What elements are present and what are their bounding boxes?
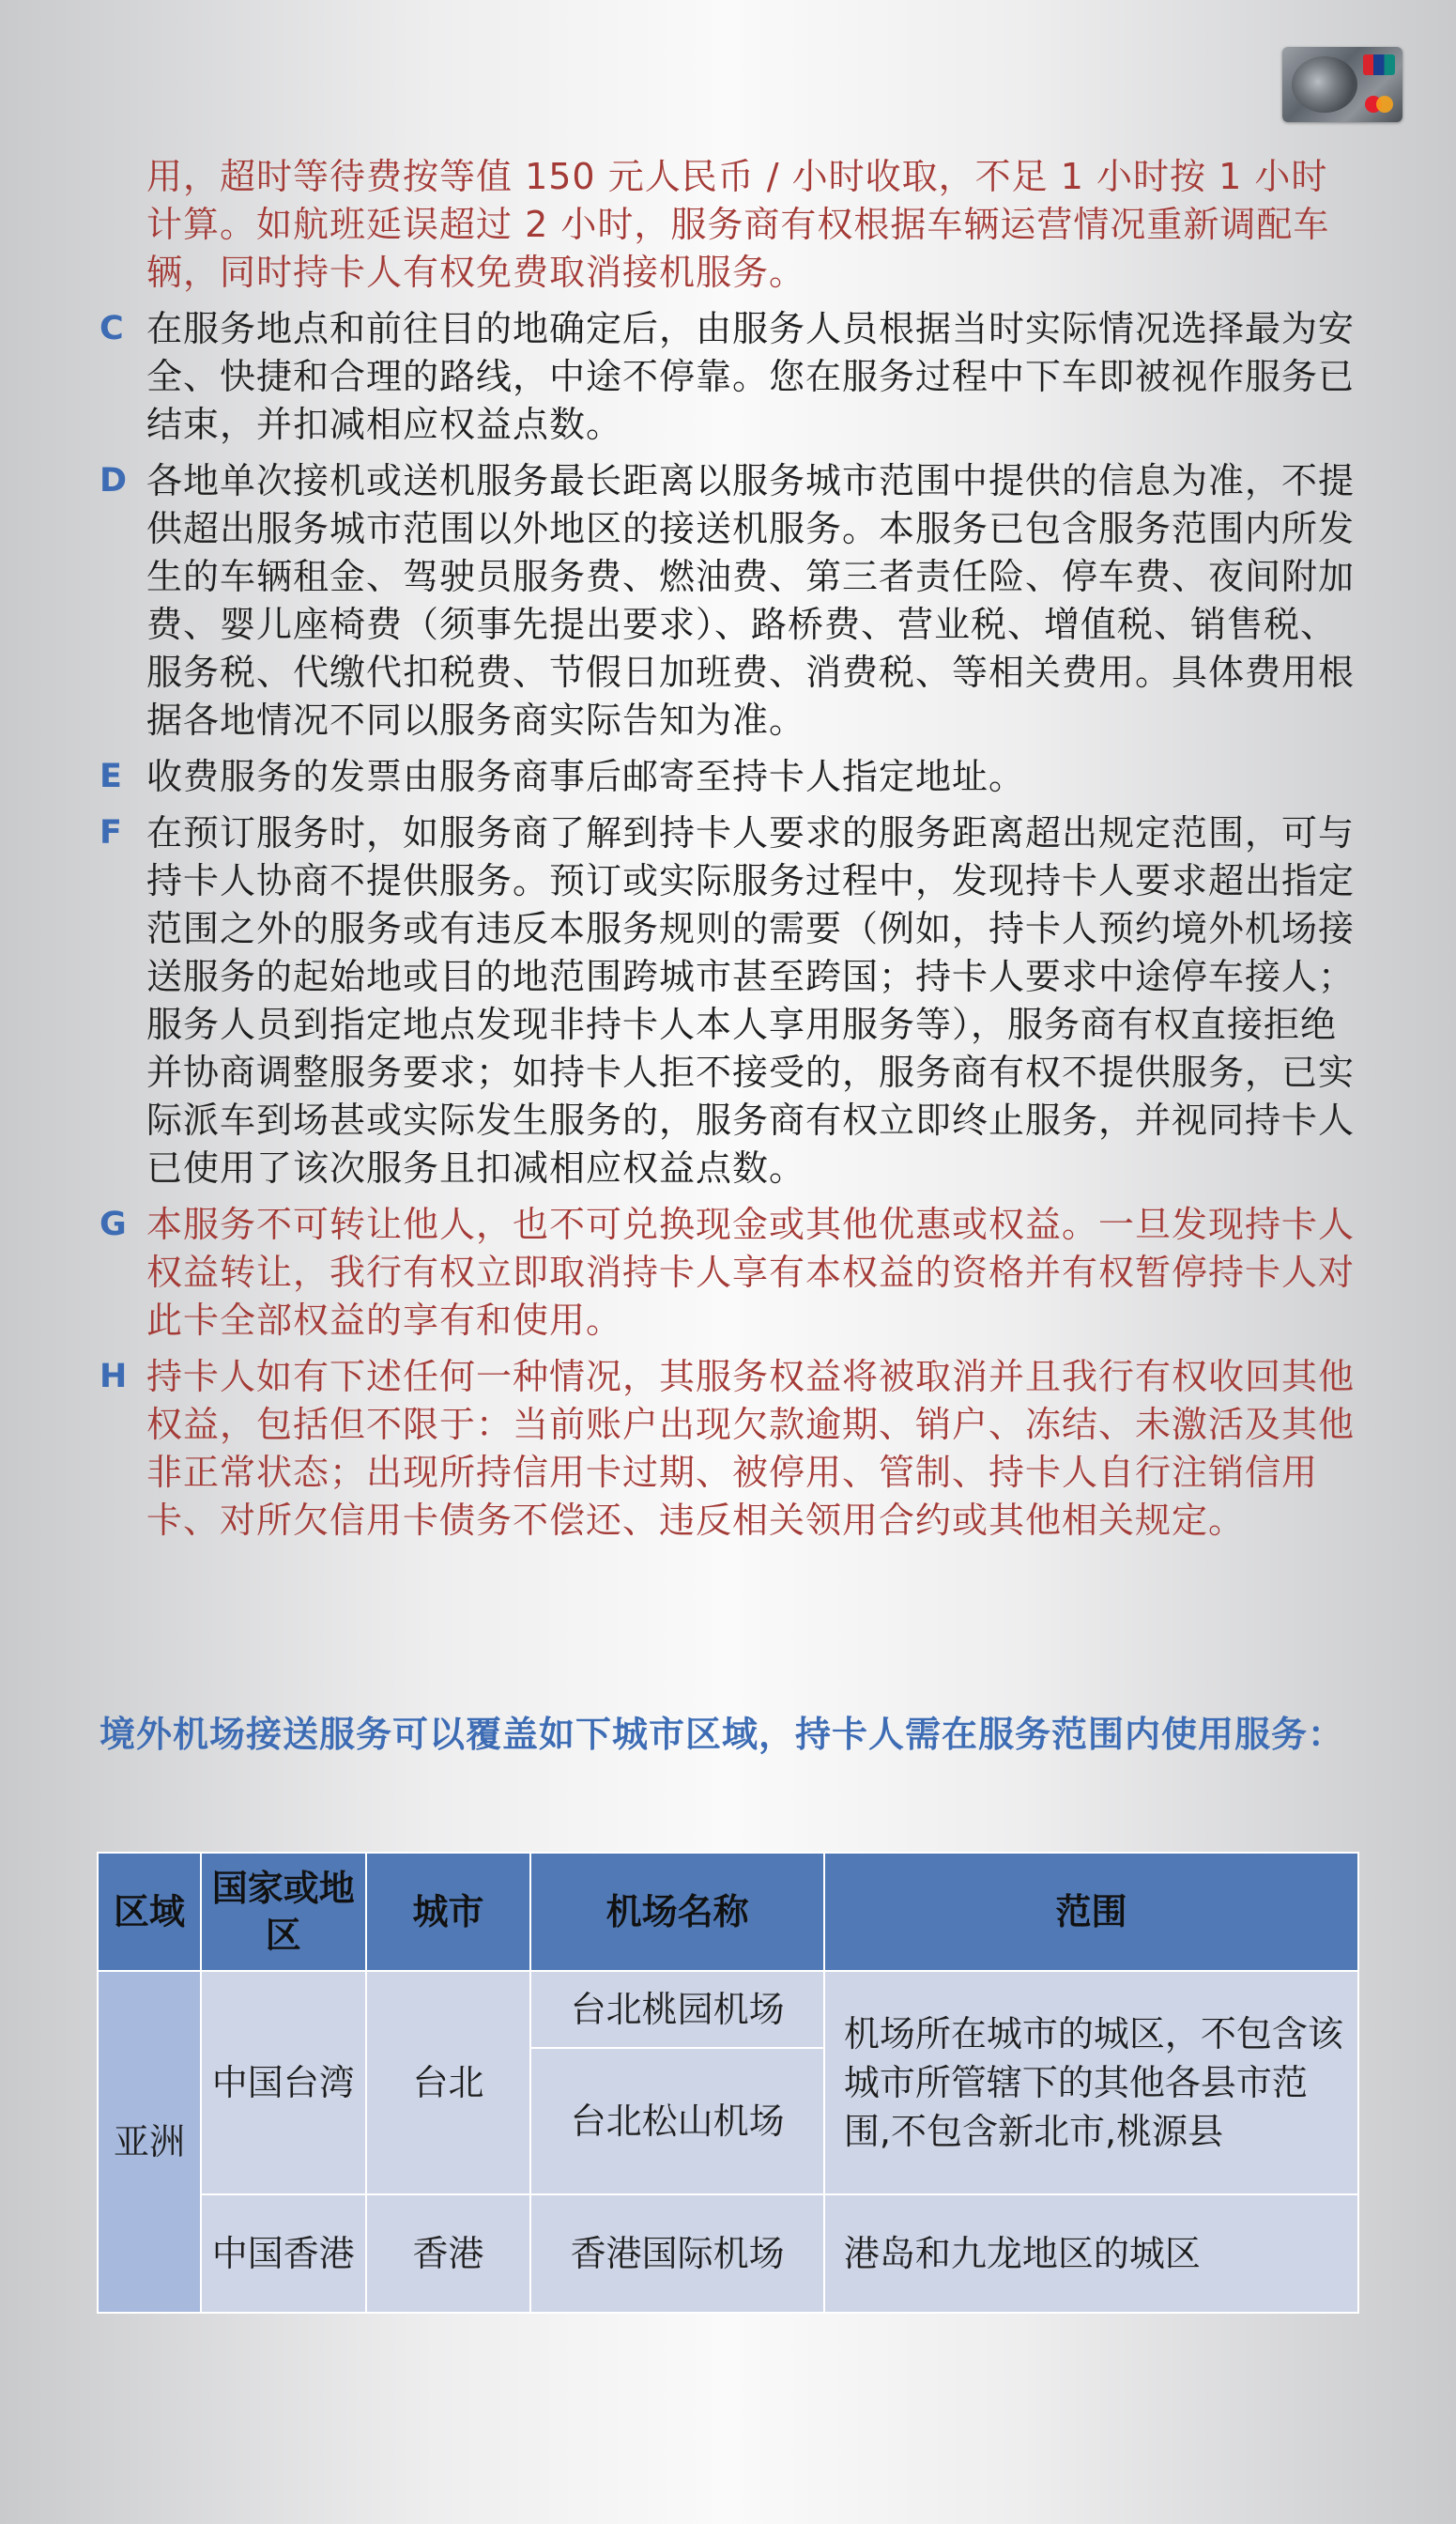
region-cell: 亚洲 [98,1971,201,2313]
paragraph-g [100,1201,1357,1345]
paragraph-marker-e: E [100,758,123,795]
card-artwork [1292,56,1357,113]
table-row [98,2194,1358,2313]
scope-cell-taipei: 机场所在城市的城区，不包含该城市所管辖下的其他各县市范围,不包含新北市,桃源县 [824,1971,1358,2194]
table-row [98,1971,1358,2048]
paragraph-h [100,1353,1357,1545]
paragraph-c-text: 在服务地点和前往目的地确定后，由服务人员根据当时实际情况选择最为安全、快捷和合理的路线，中途不停靠。您在服务过程中下车即被视作服务已结束，并扣减相应权益点数。 [146,308,1356,445]
mastercard-logo-icon [1365,96,1393,113]
airport-cell-songshan: 台北松山机场 [530,2048,823,2194]
scope-cell-hongkong: 港岛和九龙地区的城区 [824,2194,1358,2313]
airport-cell-hongkong: 香港国际机场 [530,2194,823,2313]
city-cell-taipei: 台北 [366,1971,531,2194]
table-header-row [98,1853,1358,1971]
paragraph-marker-f: F [100,814,123,852]
paragraph-g-text: 本服务不可转让他人，也不可兑换现金或其他优惠或权益。一旦发现持卡人权益转让，我行有权立即取消持卡人享有本权益的资格并有权暂停持卡人对此卡全部权益的享有和使用。 [146,1204,1356,1341]
paragraph-marker-d: D [100,462,129,500]
paragraph-e [100,753,1357,801]
unionpay-logo-icon [1363,54,1395,75]
credit-card-icon [1282,47,1402,122]
country-cell-hongkong: 中国香港 [201,2194,366,2313]
city-cell-hongkong: 香港 [366,2194,531,2313]
header-region: 区域 [98,1853,201,1971]
paragraph-e-text: 收费服务的发票由服务商事后邮寄至持卡人指定地址。 [146,756,1026,797]
terms-text [100,153,1357,1553]
header-city: 城市 [366,1853,531,1971]
header-country: 国家或地区 [201,1853,366,1971]
paragraph-marker-h: H [100,1358,129,1395]
coverage-intro: 境外机场接送服务可以覆盖如下城市区域，持卡人需在服务范围内使用服务： [100,1714,1345,1755]
paragraph-c [100,305,1357,449]
paragraph-marker-g: G [100,1206,128,1243]
paragraph-d-text: 各地单次接机或送机服务最长距离以服务城市范围中提供的信息为准，不提供超出服务城市范围以外地区的接送机服务。本服务已包含服务范围内所发生的车辆租金、驾驶员服务费、燃油费、第三者责任险、停车费、夜间附加费、婴儿座椅费（须事先提出要求）、路桥费、营业税、增值税、销售税、服务税、代缴代扣税费、节假日加班费、消费税、等相关费用。具体费用根据各地情况不同以服务商实际告知为准。 [146,460,1356,741]
paragraph-f-text: 在预订服务时，如服务商了解到持卡人要求的服务距离超出规定范围，可与持卡人协商不提供服务。预订或实际服务过程中，发现持卡人要求超出指定范围之外的服务或有违反本服务规则的需要（例如，持卡人预约境外机场接送服务的起始地或目的地范围跨城市甚至跨国；持卡人要求中途停车接人；服务人员到指定地点发现非持卡人本人享用服务等），服务商有权直接拒绝并协商调整服务要求；如持卡人拒不接受的，服务商有权不提供服务，已实际派车到场甚或实际发生服务的，服务商有权立即终止服务，并视同持卡人已使用了该次服务且扣减相应权益点数。 [146,812,1356,1189]
paragraph-marker-c: C [100,310,125,347]
header-scope: 范围 [824,1853,1358,1971]
airport-coverage-table [97,1852,1359,2314]
paragraph-f [100,809,1357,1193]
paragraph-b-continued: 用，超时等待费按等值 150 元人民币 / 小时收取，不足 1 小时按 1 小时计算。如航班延误超过 2 小时，服务商有权根据车辆运营情况重新调配车辆，同时持卡人有权免费取消接机服务。 [146,156,1330,293]
paragraph-d [100,457,1357,745]
country-cell-taiwan: 中国台湾 [201,1971,366,2194]
airport-cell-taoyuan: 台北桃园机场 [530,1971,823,2048]
paragraph-h-text: 持卡人如有下述任何一种情况，其服务权益将被取消并且我行有权收回其他权益，包括但不限于：当前账户出现欠款逾期、销户、冻结、未激活及其他非正常状态；出现所持信用卡过期、被停用、管制、持卡人自行注销信用卡、对所欠信用卡债务不偿还、违反相关领用合约或其他相关规定。 [146,1356,1356,1541]
header-airport: 机场名称 [530,1853,823,1971]
